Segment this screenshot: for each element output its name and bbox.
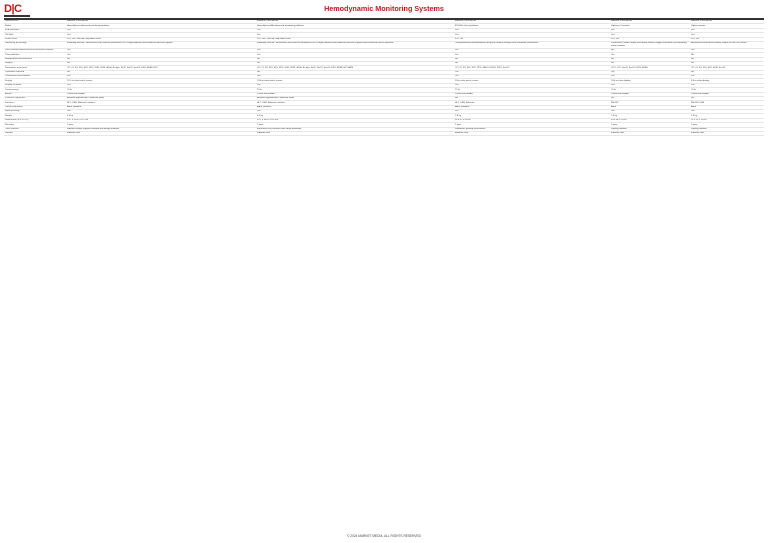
table-cell: Yes bbox=[256, 33, 454, 37]
table-cell: CCO, CCI, SvO2, ScvO2, EDV, RVEF bbox=[610, 66, 690, 70]
table-cell: 2.3 kg bbox=[690, 114, 764, 118]
table-cell: Arterial pressure-based cardiac output via FloTrac sensor bbox=[690, 41, 764, 48]
table-cell: No bbox=[690, 53, 764, 57]
table-cell: 4.5 kg bbox=[66, 114, 256, 118]
table-cell: Edwards Lifesciences bbox=[690, 20, 764, 24]
table-cell: Yes bbox=[66, 53, 256, 57]
table-cell: No bbox=[610, 48, 690, 52]
table-cell: 72 hr bbox=[690, 88, 764, 92]
table-cell: Yes bbox=[610, 28, 690, 32]
table-cell: 1 year bbox=[256, 123, 454, 127]
table-cell: ICU, OR bbox=[610, 37, 690, 41]
table-cell: Yes bbox=[66, 75, 256, 79]
table-cell: edwards.com bbox=[256, 131, 454, 135]
table-cell: Vigileo monitor bbox=[690, 24, 764, 28]
table-cell: Yes bbox=[256, 28, 454, 32]
table-cell: Edwards Lifesciences bbox=[454, 20, 610, 24]
table-cell: No bbox=[454, 61, 610, 65]
table-cell: Legacy platform bbox=[690, 127, 764, 131]
table-cell: 7.8 kg bbox=[454, 114, 610, 118]
row-label: Manufacturer bbox=[4, 20, 66, 24]
table-cell: Volumetric preload assessment bbox=[454, 127, 610, 131]
table-cell: 72 hr bbox=[256, 88, 454, 92]
table-cell: Legacy platform bbox=[610, 127, 690, 131]
table-cell: 1 year bbox=[454, 123, 610, 127]
row-label: CE Mark bbox=[4, 33, 66, 37]
table-cell: Yes bbox=[610, 110, 690, 114]
row-label: Monitoring technology bbox=[4, 41, 66, 48]
table-cell: Yes bbox=[690, 33, 764, 37]
table-cell: Yes bbox=[66, 33, 256, 37]
table-cell: 6.5-in color display bbox=[690, 79, 764, 83]
table-cell: Edwards Lifesciences bbox=[66, 20, 256, 24]
row-label: Trend storage bbox=[4, 88, 66, 92]
table-cell: HL7, USB, Ethernet, wireless bbox=[256, 101, 454, 105]
table-cell: Acumen Hypotension Prediction Index bbox=[256, 96, 454, 100]
row-label: Warranty bbox=[4, 123, 66, 127]
row-label: Website bbox=[4, 131, 66, 135]
table-cell: edwards.com bbox=[454, 131, 610, 135]
table-cell: Adult bbox=[690, 105, 764, 109]
table-cell: 5.2 kg bbox=[256, 114, 454, 118]
table-cell: edwards.com bbox=[66, 131, 256, 135]
row-label: Interfaces bbox=[4, 101, 66, 105]
table-cell: Adult, pediatric bbox=[66, 105, 256, 109]
table-cell: Yes bbox=[454, 48, 610, 52]
table-cell: Continuous cardiac output and mixed venous oxygen saturation via pulmonary artery catheter bbox=[610, 41, 690, 48]
table-cell: CO, CI, SV, SVI, SVV, PPV, GEDV, EVLW, PVPI, ScvO2 bbox=[454, 66, 610, 70]
table-cell: No bbox=[690, 96, 764, 100]
table-cell: 72 hr bbox=[610, 88, 690, 92]
table-cell: 1 year bbox=[66, 123, 256, 127]
table-cell: Yes bbox=[454, 33, 610, 37]
table-cell: Modular design supports multiple technology modules bbox=[66, 127, 256, 131]
table-cell: No bbox=[690, 61, 764, 65]
table-cell: EV1000 clinical platform bbox=[454, 24, 610, 28]
table-cell: RS-232 bbox=[610, 101, 690, 105]
logo-text: D|C bbox=[4, 3, 22, 15]
comparison-table-body bbox=[4, 20, 764, 136]
row-label: Patient population bbox=[4, 105, 66, 109]
table-cell: edwards.com bbox=[610, 131, 690, 135]
table-cell: Adult bbox=[610, 105, 690, 109]
table-cell: Yes bbox=[690, 83, 764, 87]
table-cell: No bbox=[610, 57, 690, 61]
row-label: Dimensions (H x W x D) bbox=[4, 118, 66, 122]
table-cell: 15.6-in color touch screen bbox=[256, 79, 454, 83]
table-cell: No bbox=[256, 70, 454, 74]
table-cell: Yes bbox=[610, 70, 690, 74]
table-cell: 32.1 x 38.9 x 14.5 cm bbox=[256, 118, 454, 122]
logo-underline bbox=[4, 15, 30, 17]
table-cell: Edwards Lifesciences bbox=[610, 20, 690, 24]
table-cell: Acumen Hypotension Prediction Index bbox=[66, 96, 256, 100]
table-cell: No bbox=[256, 57, 454, 61]
table-cell: 36 x 47 x 20 cm bbox=[454, 118, 610, 122]
table-row bbox=[4, 131, 764, 135]
table-cell: No bbox=[690, 70, 764, 74]
table-cell: Yes bbox=[66, 83, 256, 87]
table-cell: 10.4-in color display bbox=[610, 79, 690, 83]
table-cell: Yes bbox=[256, 53, 454, 57]
table-cell: Yes bbox=[454, 75, 610, 79]
table-cell: Visual and audible bbox=[256, 92, 454, 96]
row-label: Thermodilution bbox=[4, 53, 66, 57]
table-cell: Yes bbox=[256, 110, 454, 114]
page-title: Hemodynamic Monitoring Systems bbox=[324, 4, 444, 13]
table-cell: HemoSphere Alta advanced monitoring platform bbox=[256, 24, 454, 28]
row-label: Weight bbox=[4, 114, 66, 118]
table-cell: Vigilance II monitor bbox=[610, 24, 690, 28]
table-cell: CO, CI, SV, SVI, SVV, SVR, ScvO2 bbox=[690, 66, 764, 70]
row-label: Parameters measured bbox=[4, 66, 66, 70]
row-label: Continuous measurement bbox=[4, 75, 66, 79]
table-cell: Yes bbox=[454, 110, 610, 114]
table-cell: 19-in color touch screen bbox=[454, 79, 610, 83]
table-cell: ICU, OR bbox=[690, 37, 764, 41]
table-cell: Minimally invasive, noninvasive and invasive parameters on a single platform with predictive decision support and enhanced clinical workflow bbox=[256, 41, 454, 48]
table-cell: Enhanced user interface with smart workflows bbox=[256, 127, 454, 131]
table-cell: Visual and audible bbox=[66, 92, 256, 96]
row-label: Where used bbox=[4, 37, 66, 41]
table-cell: ICU, OR bbox=[454, 37, 610, 41]
row-label: Display of trends bbox=[4, 83, 66, 87]
table-cell: HL7, USB, Ethernet bbox=[454, 101, 610, 105]
table-cell: Adult, pediatric bbox=[256, 105, 454, 109]
table-cell: Yes bbox=[610, 53, 690, 57]
table-cell: Yes bbox=[690, 75, 764, 79]
table-cell: Transpulmonary thermodilution and pulse contour analysis with volumetric parameters bbox=[454, 41, 610, 48]
row-label: Battery backup bbox=[4, 110, 66, 114]
table-cell: Yes bbox=[690, 110, 764, 114]
table-cell: Adult, pediatric bbox=[454, 105, 610, 109]
table-cell: 34 x 39 x 23 cm bbox=[610, 118, 690, 122]
row-label: Calibration required bbox=[4, 70, 66, 74]
table-cell: Edwards Lifesciences bbox=[256, 20, 454, 24]
table-cell: No bbox=[690, 57, 764, 61]
row-label: Bioimpedance/bioreactance bbox=[4, 57, 66, 61]
table-row bbox=[4, 41, 764, 48]
table-cell: HemoSphere advanced monitoring platform bbox=[66, 24, 256, 28]
table-cell: 1 year bbox=[690, 123, 764, 127]
table-cell: No bbox=[66, 57, 256, 61]
table-cell: Minimally invasive, noninvasive and invasive parameters on a single platform with predictive decision support bbox=[66, 41, 256, 48]
copyright-footer: © 2024 MARKET MEDIA. ALL RIGHTS RESERVED bbox=[347, 534, 421, 538]
row-label: Model bbox=[4, 24, 66, 28]
table-cell: Yes bbox=[256, 83, 454, 87]
table-cell: HL7, USB, Ethernet, wireless bbox=[66, 101, 256, 105]
table-cell: Visual and audible bbox=[610, 92, 690, 96]
table-cell: Yes bbox=[454, 28, 610, 32]
table-cell: Yes bbox=[454, 53, 610, 57]
table-cell: No bbox=[610, 96, 690, 100]
table-cell: Yes bbox=[454, 70, 610, 74]
table-cell: 7.3 kg bbox=[610, 114, 690, 118]
table-cell: No bbox=[256, 61, 454, 65]
table-cell: Yes bbox=[690, 48, 764, 52]
comparison-table bbox=[4, 20, 764, 136]
table-cell: Yes bbox=[66, 48, 256, 52]
table-cell: No bbox=[66, 70, 256, 74]
table-cell: CO, CI, SV, SVI, SVV, PPV, SVR, SVRI, dP/dt, Ea dyn, StO2, SvO2, ScvO2, EDV, RVEF, HPI bbox=[66, 66, 256, 70]
table-cell: Yes bbox=[690, 28, 764, 32]
table-cell: Yes bbox=[454, 83, 610, 87]
row-label: Predictive algorithms bbox=[4, 96, 66, 100]
table-cell: CO, CI, SV, SVI, SVV, PPV, SVR, SVRI, dP/dt, Ea dyn, StO2, SvO2, ScvO2, EDV, RVEF, HPI, AFM bbox=[256, 66, 454, 70]
table-cell: Visual and audible bbox=[690, 92, 764, 96]
row-label: FDA clearance bbox=[4, 28, 66, 32]
table-cell: No bbox=[454, 96, 610, 100]
table-cell: Yes bbox=[256, 48, 454, 52]
table-cell: Visual and audible bbox=[454, 92, 610, 96]
table-cell: No bbox=[66, 61, 256, 65]
table-cell: 21 x 21 x 13 cm bbox=[690, 118, 764, 122]
row-label: Other features bbox=[4, 127, 66, 131]
row-label: Display bbox=[4, 79, 66, 83]
row-label: Doppler bbox=[4, 61, 66, 65]
table-cell: Yes bbox=[610, 83, 690, 87]
table-cell: Yes bbox=[610, 75, 690, 79]
table-cell: No bbox=[454, 57, 610, 61]
table-cell: 72 hr bbox=[454, 88, 610, 92]
table-cell: edwards.com bbox=[690, 131, 764, 135]
row-label: Alarms bbox=[4, 92, 66, 96]
table-cell: ICU, OR, cath lab, step-down units bbox=[256, 37, 454, 41]
table-cell: ICU, OR, cath lab, step-down units bbox=[66, 37, 256, 41]
table-cell: Yes bbox=[256, 75, 454, 79]
table-cell: Yes bbox=[66, 28, 256, 32]
table-cell: No bbox=[610, 61, 690, 65]
table-cell: 12.1-in color touch screen bbox=[66, 79, 256, 83]
row-label: Pulse contour/arterial pressure waveform analysis bbox=[4, 48, 66, 52]
table-cell: 1 year bbox=[610, 123, 690, 127]
table-cell: 72 hr bbox=[66, 88, 256, 92]
table-cell: 29.7 x 31.8 x 13.2 cm bbox=[66, 118, 256, 122]
table-cell: Yes bbox=[66, 110, 256, 114]
table-cell: RS-232, USB bbox=[690, 101, 764, 105]
table-cell: Yes bbox=[610, 33, 690, 37]
